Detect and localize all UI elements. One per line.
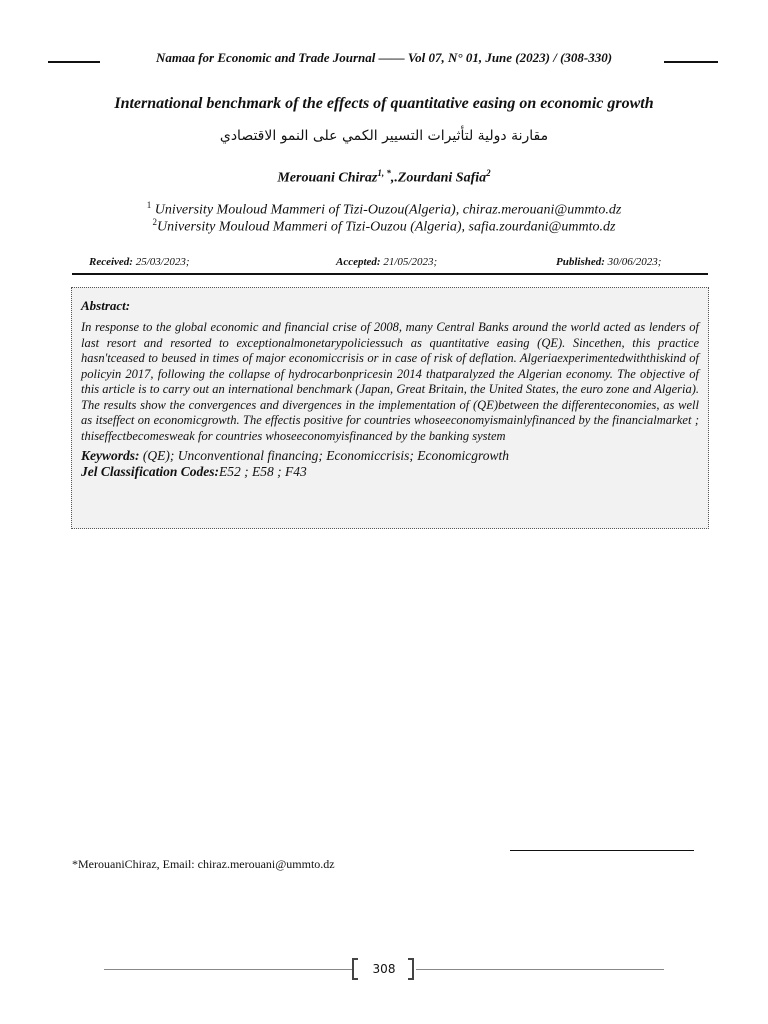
abstract-heading: Abstract: — [81, 298, 131, 313]
abstract-box — [71, 287, 709, 529]
footnote-rule — [510, 850, 694, 851]
received-date — [89, 256, 190, 268]
paper-title: International benchmark of the effects of quantitative easing on economic growth — [114, 95, 654, 112]
arabic-title: مقارنة دولية لتأثيرات التسيير الكمي على النمو الاقتصادي — [219, 128, 549, 144]
jel-codes-line — [81, 464, 699, 480]
footnote: *MerouaniChiraz, Email: chiraz.merouani@ummto.dz — [72, 857, 335, 871]
affiliation-1-text: University Mouloud Mammeri of Tizi-Ouzou(Algeria), chiraz.merouani@ummto.dz — [154, 202, 622, 218]
affiliation-1 — [0, 200, 768, 219]
journal-running-head: Namaa for Economic and Trade Journal —— Vol 07, N° 01, June (2023) / (308-330) — [155, 50, 613, 65]
author-line — [0, 168, 768, 187]
published-value: 30/06/2023; — [604, 256, 662, 268]
author-separator: , — [390, 170, 395, 186]
affiliation-2 — [0, 217, 768, 236]
published-label: Published: — [556, 256, 605, 268]
abstract-body: In response to the global economic and financial crise of 2008, many Central Banks around the world acted as lenders of last resort and resorted to exceptionalmonetarypoliciessuch as quantitative easing (QE). Sincethen, this practice hasn'tceased to beused in times of major economiccrisis or in case of risk of deflation. Algeriaexperimentedwiththiskind of policyin 2017, following the collapse of hydrocarbonpricesin 2014 thatparalyzed the Algerian economy. The objective of this article is to carry out an international benchmark (Japan, Great Britain, the United States, the euro zone and Algeria). The results show the convergences and divergences in the implementation of (QE)between the differenteconomies, as well as itseffect on economicgrowth. The effectis positive for countries whoseeconomyismainlyfinanced by the financialmarket ; thiseffectbecomesweak for countries whoseeconomyisfinanced by the banking system — [81, 320, 699, 443]
keywords-line — [81, 448, 699, 464]
affiliation-2-sup: 2 — [152, 217, 158, 227]
author-2-name: .Zourdani Safia — [394, 170, 487, 186]
accepted-date — [336, 256, 437, 268]
author-2-sup: 2 — [486, 168, 491, 178]
affiliation-2-text: University Mouloud Mammeri of Tizi-Ouzou (Algeria), safia.zourdani@ummto.dz — [157, 219, 616, 235]
received-value: 25/03/2023; — [132, 256, 190, 268]
page-number: 308 — [372, 962, 396, 976]
jel-value: E52 ; E58 ; F43 — [219, 464, 307, 479]
dates-rule — [72, 273, 708, 275]
received-label: Received: — [89, 256, 133, 268]
keywords-value: (QE); Unconventional financing; Economiccrisis; Economicgrowth — [139, 448, 510, 463]
published-date — [556, 256, 661, 268]
author-1-name: Merouani Chiraz — [277, 170, 378, 186]
accepted-value: 21/05/2023; — [380, 256, 438, 268]
affiliation-1-sup: 1 — [146, 200, 152, 210]
footer-rule-right — [416, 969, 664, 970]
footer-rule-left — [104, 969, 352, 970]
keywords-label: Keywords: — [81, 448, 140, 463]
accepted-label: Accepted: — [336, 256, 381, 268]
jel-label: Jel Classification Codes: — [81, 464, 219, 479]
author-1-sup: 1, * — [377, 168, 391, 178]
